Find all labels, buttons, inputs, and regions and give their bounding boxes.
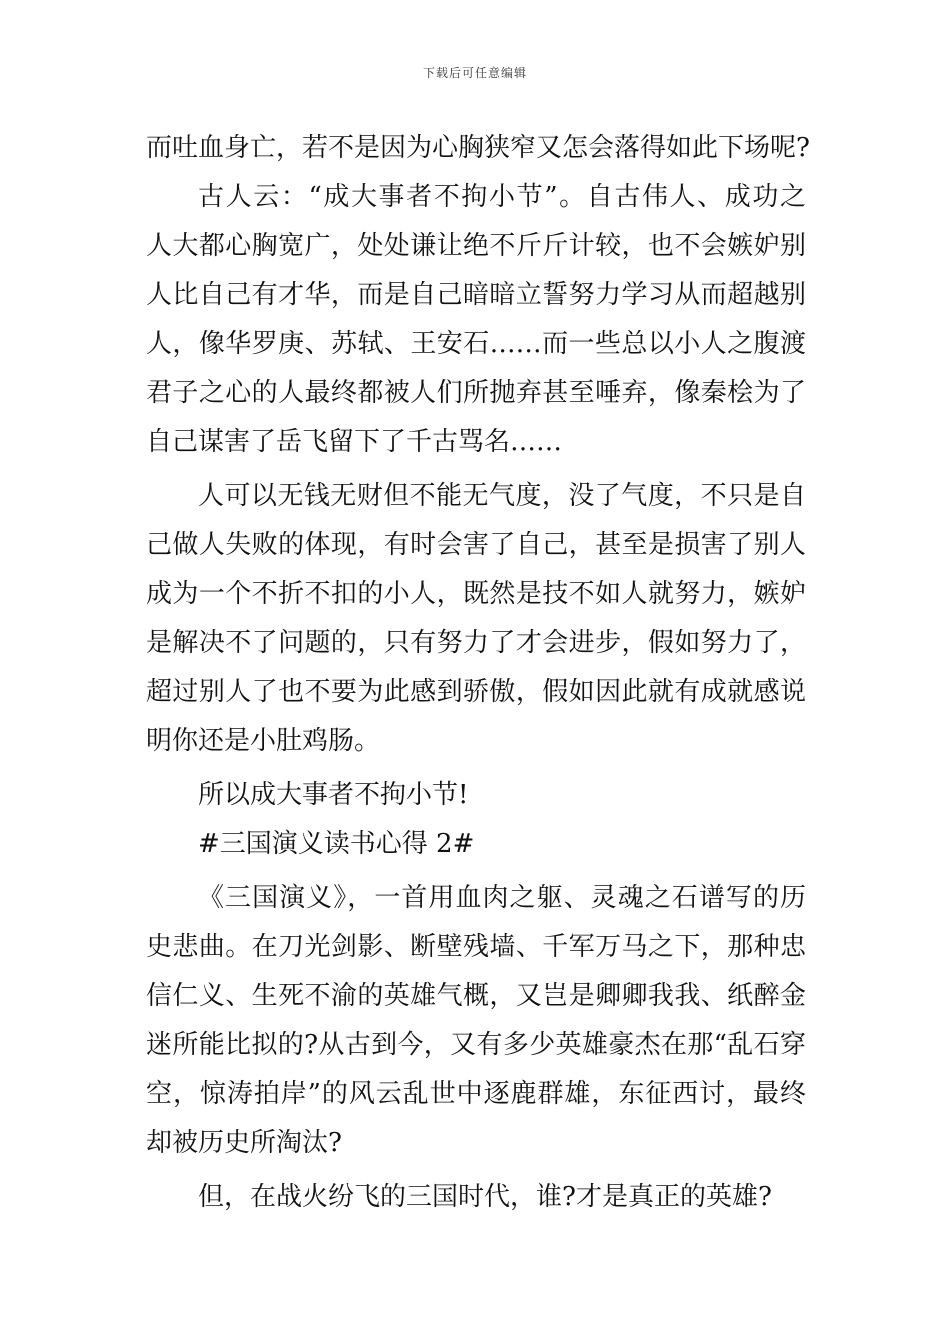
section-heading-text: #三国演义读书心得 2# — [198, 829, 475, 859]
text-line: 空，惊涛拍岸”的风云乱世中逐鹿群雄，东征西讨，最终 — [146, 1079, 806, 1109]
text-line: 古人云：“成大事者不拘小节”。自古伟人、成功之 — [198, 182, 806, 212]
text-line: 史悲曲。在刀光剑影、断壁残墙、千军万马之下，那种忠 — [146, 932, 806, 962]
text-line: 成为一个不折不扣的小人，既然是技不如人就努力，嫉妒 — [146, 579, 806, 609]
text-line: 而吐血身亡，若不是因为心胸狭窄又怎会落得如此下场呢? — [146, 133, 810, 163]
paragraph-4 — [146, 771, 806, 820]
text-line: 人，像华罗庚、苏轼、王安石……而一些总以小人之腹渡 — [146, 329, 806, 359]
paragraph-3 — [146, 472, 806, 766]
text-line: 信仁义、生死不渝的英雄气概，又岂是卿卿我我、纸醉金 — [146, 981, 806, 1011]
paragraph-6 — [146, 874, 806, 1168]
text-line: 却被历史所淘汰? — [146, 1128, 342, 1158]
text-line: 是解决不了问题的，只有努力了才会进步，假如努力了， — [146, 628, 806, 658]
section-heading — [146, 820, 806, 869]
paragraph-7 — [146, 1173, 806, 1222]
text-line: 君子之心的人最终都被人们所抛弃甚至唾弃，像秦桧为了 — [146, 378, 806, 408]
text-line: 所以成大事者不拘小节! — [198, 780, 469, 810]
text-line: 但，在战火纷飞的三国时代，谁?才是真正的英雄? — [198, 1182, 772, 1212]
text-line: 人比自己有才华，而是自己暗暗立誓努力学习从而超越别 — [146, 280, 806, 310]
document-body — [146, 124, 810, 1222]
text-line: 人可以无钱无财但不能无气度，没了气度，不只是自 — [198, 481, 806, 511]
text-line: 自己谋害了岳飞留下了千古骂名…… — [146, 427, 563, 457]
paragraph-1 — [146, 124, 810, 173]
text-line: 《三国演义》，一首用血肉之躯、灵魂之石谱写的历 — [198, 883, 806, 913]
paragraph-2 — [146, 173, 806, 467]
page-header: 下载后可任意编辑 — [422, 66, 527, 80]
text-line: 迷所能比拟的?从古到今，又有多少英雄豪杰在那“乱石穿 — [146, 1030, 806, 1060]
text-line: 人大都心胸宽广，处处谦让绝不斤斤计较，也不会嫉妒别 — [146, 231, 806, 261]
text-line: 超过别人了也不要为此感到骄傲，假如因此就有成就感说 — [146, 677, 806, 707]
text-line: 明你还是小肚鸡肠。 — [146, 726, 381, 756]
text-line: 己做人失败的体现，有时会害了自己，甚至是损害了别人 — [146, 530, 806, 560]
